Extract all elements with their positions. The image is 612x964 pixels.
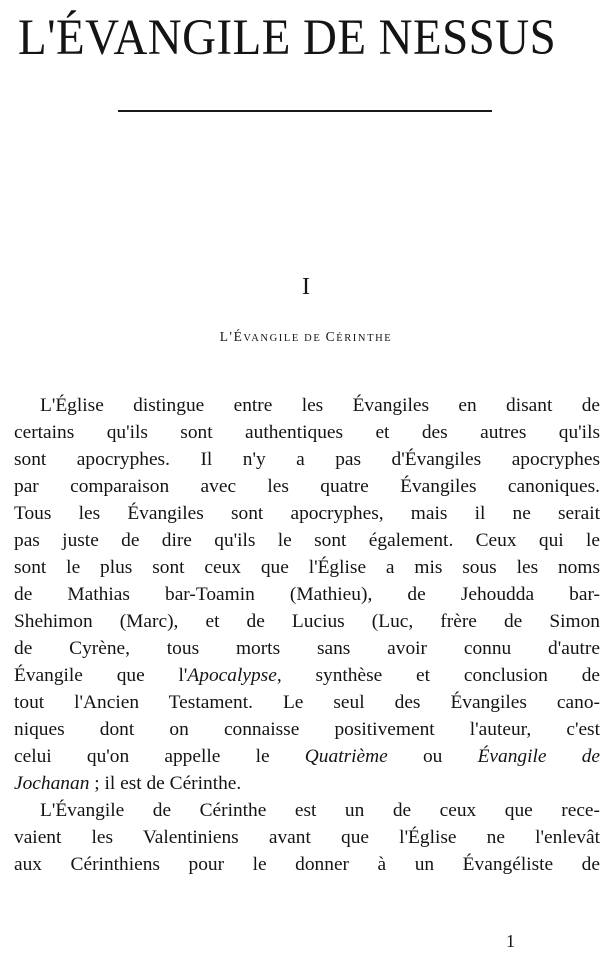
text-segment: celui qu'on appelle le [14, 746, 305, 767]
text-line: de Mathias bar-Toamin (Mathieu), de Jehoudda bar- [14, 584, 600, 605]
text-line [14, 662, 600, 689]
body-text [14, 392, 600, 878]
chapter-title [0, 327, 612, 349]
text-segment: , synthèse et conclusion de [276, 665, 600, 686]
text-line: L'Église distingue entre les Évangiles en disant de [40, 395, 600, 416]
italic-title: Apocalypse [187, 665, 277, 686]
text-line: L'Évangile de Cérinthe est un de ceux que rece- [40, 800, 600, 821]
text-line: tout l'Ancien Testament. Le seul des Évangiles cano- [14, 692, 600, 713]
text-line: niques dont on connaisse positivement l'auteur, c'est [14, 719, 600, 740]
chapter-title-mid-smallcaps: ÉRINTHE [336, 333, 393, 344]
title-rule [118, 110, 492, 112]
chapter-number: I [302, 274, 310, 300]
text-line: Tous les Évangiles sont apocryphes, mais il ne serait [14, 503, 600, 524]
text-line: Shehimon (Marc), et de Lucius (Luc, frère de Simon [14, 611, 600, 632]
running-title: L'ÉVANGILE DE NESSUS [18, 10, 557, 66]
text-line [14, 743, 600, 770]
chapter-title-mid: C [325, 329, 337, 344]
text-line: de Cyrène, tous morts sans avoir connu d'autre [14, 638, 600, 659]
text-line: par comparaison avec les quatre Évangiles canoniques. [14, 476, 600, 497]
italic-title: Jochanan [14, 773, 90, 794]
text-line: vaient les Valentiniens avant que l'Église ne l'enlevât [14, 827, 600, 848]
text-line: aux Cérinthiens pour le donner à un Évangéliste de [14, 854, 600, 875]
chapter-title-prefix-smallcaps: VANGILE DE [243, 333, 326, 344]
page-number: 1 [506, 931, 515, 951]
text-segment: ; il est de Cérinthe. [89, 773, 242, 794]
italic-title: Quatrième [304, 746, 388, 767]
text-segment: ou [387, 746, 478, 767]
text-line: sont le plus sont ceux que l'Église a mis sous les noms [14, 557, 600, 578]
text-line: sont apocryphes. Il n'y a pas d'Évangiles apocryphes [14, 449, 600, 470]
text-line [14, 770, 600, 797]
text-segment: Évangile que l' [14, 665, 188, 686]
chapter-title-prefix: L'É [219, 329, 244, 344]
italic-title: Évangile de [477, 746, 600, 767]
text-line: pas juste de dire qu'ils le sont également. Ceux qui le [14, 530, 600, 551]
text-line: certains qu'ils sont authentiques et des autres qu'ils [14, 422, 600, 443]
